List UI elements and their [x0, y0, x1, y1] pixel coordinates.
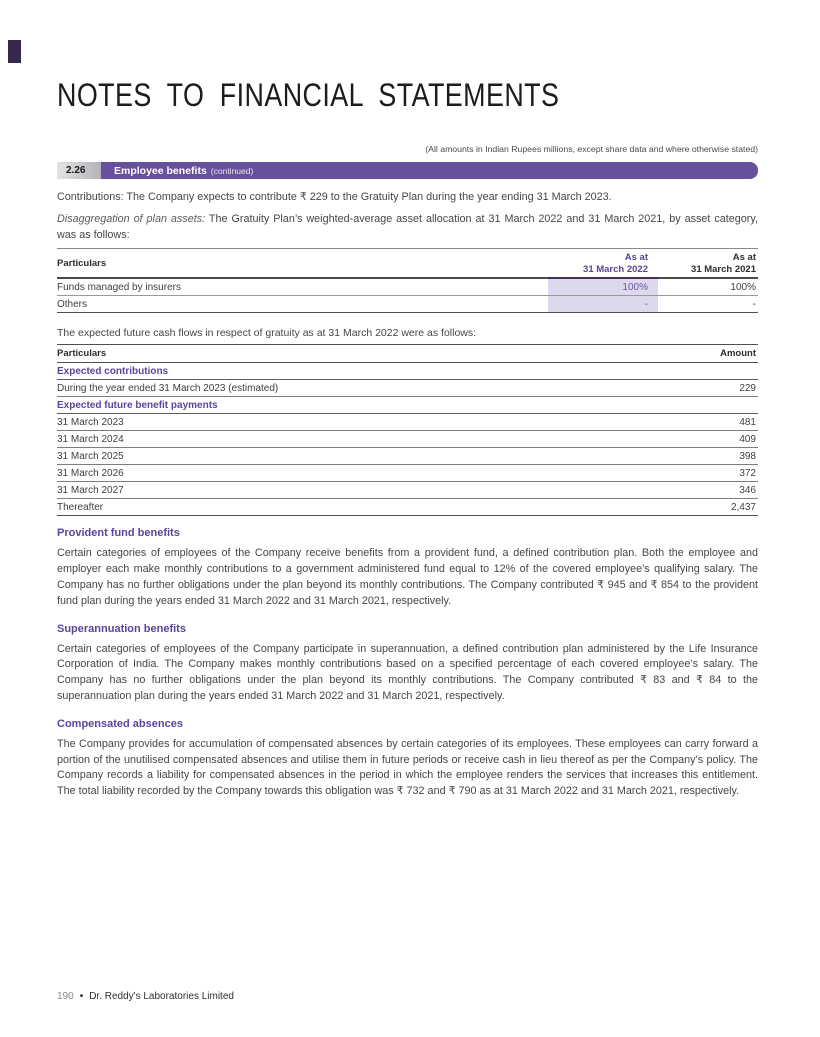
section-title: Employee benefits — [114, 164, 207, 177]
heading-compensated-absences: Compensated absences — [57, 717, 183, 730]
disaggregation-rest: The Gratuity Plan’s weighted-average asset allocation at 31 March 2022 and 31 March 2021, by asset category, was as follows: — [57, 212, 758, 241]
page-content — [57, 0, 758, 800]
heading-superannuation-benefits: Superannuation benefits — [57, 622, 186, 635]
company-name: Dr. Reddy's Laboratories Limited — [89, 991, 234, 1002]
section-header-bar — [57, 162, 758, 179]
column-header-2022: As at 31 March 2022 — [548, 249, 658, 279]
provident-fund-paragraph: Certain categories of employees of the Company receive benefits from a provident fund, a defined contribution plan. Both the employee and employer each make monthly contributions to a government administered fund equal to 12% of the covered employee’s qualifying salary. The Company has no further obligations under the plan beyond its monthly contributions. The Company contributed ₹ 945 and ₹ 854 to the provident fund plan during the years ended 31 March 2022 and 31 March 2021, respectively. — [57, 547, 758, 607]
value-2021: 100% — [658, 279, 758, 296]
disaggregation-paragraph — [57, 212, 758, 244]
asset-allocation-header-row — [57, 249, 758, 279]
value-2021: - — [658, 296, 758, 313]
cashflow-intro: The expected future cash flows in respect of gratuity as at 31 March 2022 were as follows: — [57, 327, 477, 340]
page-number: 190 — [57, 991, 74, 1002]
table-row: Others - - — [57, 296, 758, 313]
column-header-particulars: Particulars — [57, 348, 107, 360]
table-row: 31 March 2025 398 — [57, 448, 758, 465]
table-row: 31 March 2027 346 — [57, 482, 758, 499]
value-2022: 100% — [548, 279, 658, 296]
column-header-amount: Amount — [720, 348, 756, 360]
compensated-absences-paragraph: The Company provides for accumulation of compensated absences by certain categories of its employees. These employees can carry forward a portion of the unutilised compensated absences and utilise them in future periods or receive cash in lieu thereof as per the Company’s policy. The Company records a liability for compensated absences in the period in which the employee renders the services that increases this entitlement. The total liability recorded by the Company towards this obligation was ₹ 732 and ₹ 790 as at 31 March 2022 and 31 March 2021, respectively. — [57, 737, 758, 798]
table-row: Thereafter 2,437 — [57, 499, 758, 516]
page-title: NOTES TO FINANCIAL STATEMENTS — [57, 77, 560, 113]
section-title-bar — [101, 162, 758, 179]
asset-allocation-table — [57, 248, 758, 313]
cashflow-header-row — [57, 345, 758, 363]
footer-bullet: • — [79, 991, 84, 1002]
table-subheader-row: Expected contributions — [57, 363, 758, 380]
column-header-particulars: Particulars — [57, 249, 548, 279]
table-row: Funds managed by insurers 100% 100% — [57, 279, 758, 296]
page-footer — [57, 991, 234, 1002]
table-subheader-row: Expected future benefit payments — [57, 397, 758, 414]
amounts-disclaimer: (All amounts in Indian Rupees millions, except share data and where otherwise stated) — [425, 144, 758, 154]
contributions-paragraph: Contributions: The Company expects to contribute ₹ 229 to the Gratuity Plan during the year ending 31 March 2023. — [57, 191, 612, 203]
page-corner-tab — [8, 40, 21, 63]
table-row: 31 March 2024 409 — [57, 431, 758, 448]
cashflow-table — [57, 344, 758, 516]
column-header-2021: As at 31 March 2021 — [658, 249, 758, 279]
table-row: 31 March 2023 481 — [57, 414, 758, 431]
section-number: 2.26 — [57, 162, 101, 179]
disaggregation-lead: Disaggregation of plan assets: — [57, 212, 206, 225]
table-row: 31 March 2026 372 — [57, 465, 758, 482]
table-row: During the year ended 31 March 2023 (estimated) 229 — [57, 380, 758, 397]
value-2022: - — [548, 296, 658, 313]
superannuation-paragraph: Certain categories of employees of the Company participate in superannuation, a defined contribution plan administered by the Life Insurance Corporation of India. The Company makes monthly contributions based on a specified percentage of each covered employee’s salary. The Company has no further obligations under the plan beyond its monthly contributions. The Company contributed ₹ 83 and ₹ 84 to the superannuation plan during the years ended 31 March 2022 and 31 March 2021, respectively. — [57, 642, 758, 702]
heading-provident-fund-benefits: Provident fund benefits — [57, 527, 180, 540]
section-continued-label: (continued) — [210, 165, 254, 176]
